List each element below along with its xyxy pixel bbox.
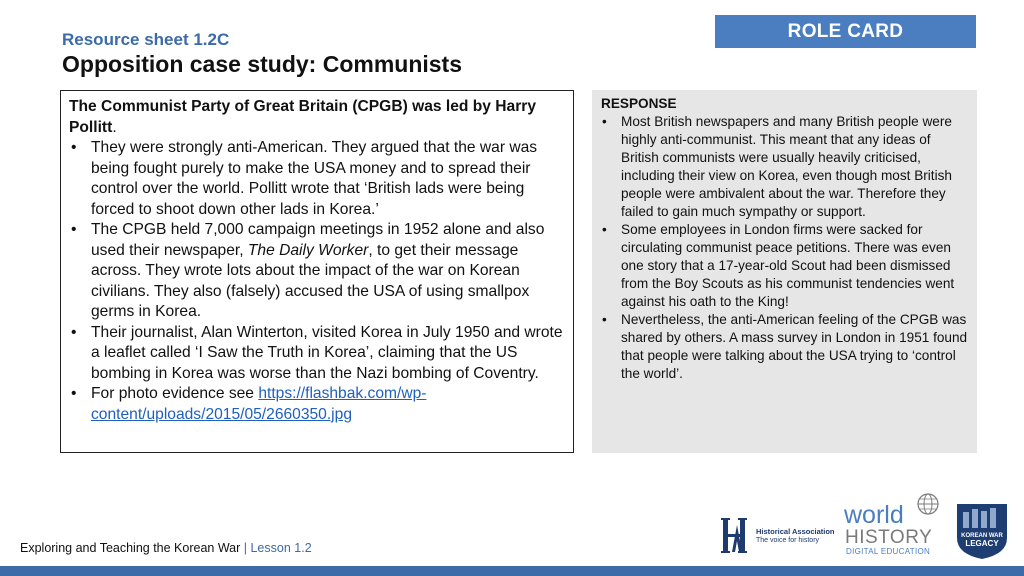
case-study-intro [69, 97, 564, 138]
case-study-list [69, 138, 564, 425]
historical-association-logo [720, 515, 835, 555]
photo-evidence-label: For photo evidence see [91, 385, 259, 402]
intro-period: . [112, 118, 117, 136]
lesson-number: Lesson 1.2 [250, 541, 312, 555]
footer-label [20, 541, 312, 555]
list-item: • Their journalist, Alan Winterton, visited Korea in July 1950 and wrote a leaflet called ‘I Saw the Truth in Korea’, claiming that the US bombing in Korea was worse than the Nazi bombing of Coventry. [69, 323, 564, 385]
bullet2-text-before: The CPGB held 7,000 campaign meetings in 1952 alone and also used their newspaper, [91, 221, 545, 259]
photo-evidence-link[interactable]: https://flashbak.com/wp-content/uploads/2015/05/2660350.jpg [91, 385, 427, 423]
case-study-panel [60, 90, 574, 453]
list-item: • Nevertheless, the anti-American feeling of the CPGB was shared by others. A mass survey in London in 1951 found that people were talking about the USA trying to ‘control the world’. [601, 311, 969, 383]
intro-text: The Communist Party of Great Britain (CPGB) was led by Harry Pollitt [69, 98, 537, 136]
newspaper-title: The Daily Worker [247, 241, 369, 259]
response-list [601, 113, 969, 383]
ha-text-block [756, 527, 835, 545]
globe-icon [918, 494, 938, 514]
wh-word-2: HISTORY [845, 527, 933, 548]
role-card-badge: ROLE CARD [715, 15, 976, 48]
list-item [69, 220, 564, 323]
footer-separator: | [240, 541, 251, 555]
list-item: • They were strongly anti-American. They argued that the war was being fought purely to make the USA money and to spread their control over the world. Pollitt wrote that ‘British lads were being forced to shoot down other lads in Korea.’ [69, 138, 564, 220]
list-item: • Most British newspapers and many British people were highly anti-communist. This meant that any ideas of British communists were usually heavily criticised, including their view on Korea, even though most British people were ambivalent about the war. Therefore they failed to gain much sympathy or support. [601, 113, 969, 221]
korean-war-legacy-logo [953, 498, 1011, 560]
wh-word-3: DIGITAL EDUCATION [846, 547, 931, 556]
footer-bar [0, 566, 1024, 576]
course-name: Exploring and Teaching the Korean War [20, 541, 241, 555]
ha-monogram-icon [720, 515, 754, 555]
ha-name: Historical Association [756, 527, 835, 536]
kwl-word-2: LEGACY [965, 539, 999, 548]
response-heading: RESPONSE [601, 96, 677, 111]
world-history-logo [842, 492, 942, 558]
response-panel [592, 90, 977, 453]
ha-tagline: The voice for history [756, 537, 820, 544]
list-item: • Some employees in London firms were sacked for circulating communist peace petitions. There was even one story that a 17-year-old Scout had been dismissed from the Boy Scouts as his communist tendencies went against his oath to the King! [601, 221, 969, 311]
kwl-word-1: KOREAN WAR [961, 533, 1003, 539]
wh-word-1: world [844, 501, 904, 529]
bullet2-text-after: , to get their message across. They wrote lots about the impact of the war on Korean civilians. They also (falsely) accused the USA of using smallpox germs in Korea. [91, 241, 530, 320]
statue-icon [963, 512, 969, 528]
page-title: Opposition case study: Communists [62, 51, 462, 77]
resource-sheet-label: Resource sheet 1.2C [62, 30, 230, 49]
list-item [69, 384, 564, 425]
